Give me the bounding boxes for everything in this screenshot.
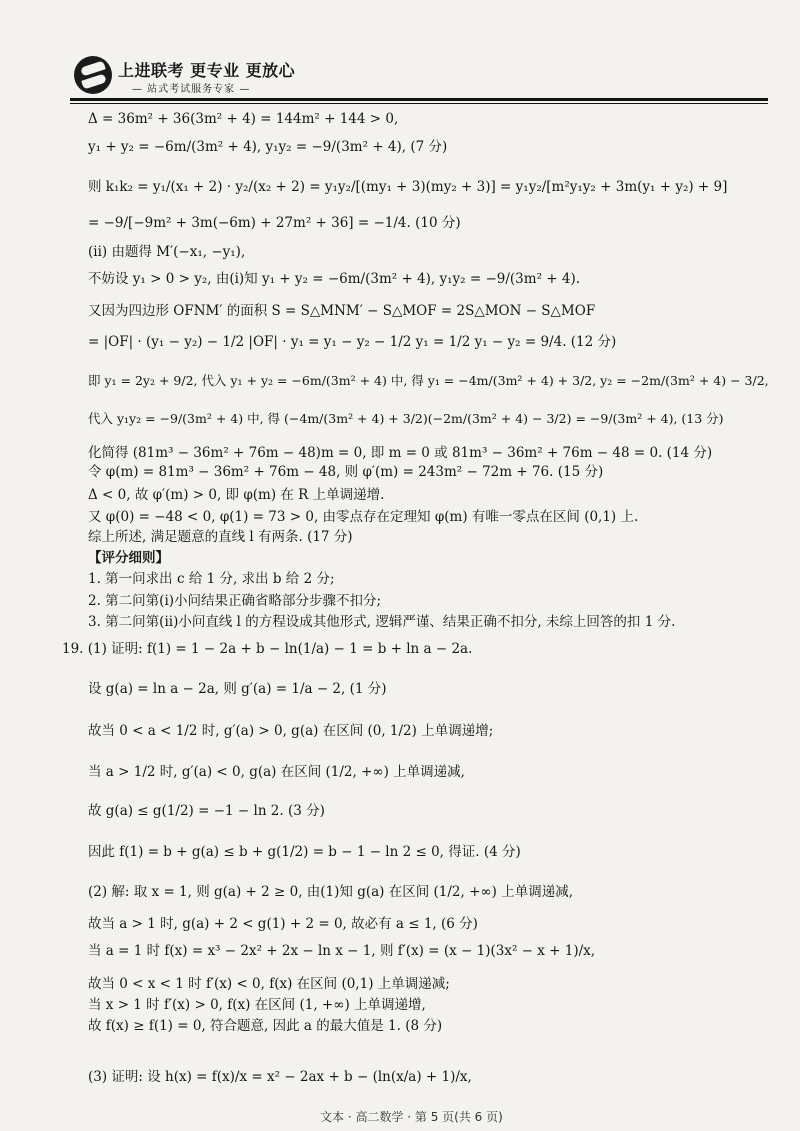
brand-title: 上进联考 更专业 更放心 — [118, 61, 296, 80]
solution-line-8: = |OF| · (y₁ − y₂) − 1/2 |OF| · y₁ = y₁ − y₂ − 1/2 y₁ = 1/2 y₁ − y₂ = 9/4. (12 分) — [88, 334, 617, 350]
solution-line-9: 即 y₁ = 2y₂ + 9/2, 代入 y₁ + y₂ = −6m/(3m² + 4) 中, 得 y₁ = −4m/(3m² + 4) + 3/2, y₂ = −2m/(3m² + 4) − 3/2, — [88, 373, 769, 388]
page-footer: 文本 · 高二数学 · 第 5 页(共 6 页) — [320, 1110, 503, 1124]
solution-line-7: 又因为四边形 OFNM′ 的面积 S = S△MNM′ − S△MOF = 2S△MON − S△MOF — [88, 303, 596, 319]
solution-line-11: 化简得 (81m³ − 36m² + 76m − 48)m = 0, 即 m = 0 或 81m³ − 36m² + 76m − 48 = 0. (14 分) — [88, 445, 713, 461]
solution-line-3: 则 k₁k₂ = y₁/(x₁ + 2) · y₂/(x₂ + 2) = y₁y₂/[(my₁ + 3)(my₂ + 3)] = y₁y₂/[m²y₁y₂ + 3m(y₁ + y₂) + 9] — [88, 179, 728, 195]
solution-line-31: 故 f(x) ≥ f(1) = 0, 符合题意, 因此 a 的最大值是 1. (8 分) — [88, 1018, 443, 1034]
brand-tagline: — 站式考试服务专家 — — [132, 84, 251, 95]
solution-line-27: 故当 a > 1 时, g(a) + 2 < g(1) + 2 = 0, 故必有 a ≤ 1, (6 分) — [88, 916, 478, 932]
solution-line-14: 又 φ(0) = −48 < 0, φ(1) = 73 > 0, 由零点存在定理知 φ(m) 有唯一零点在区间 (0,1) 上. — [88, 509, 639, 525]
problem-19-part-3: (3) 证明: 设 h(x) = f(x)/x = x² − 2ax + b − (ln(x/a) + 1)/x, — [88, 1069, 472, 1085]
header-rule-thick — [70, 98, 768, 101]
solution-line-25: 因此 f(1) = b + g(a) ≤ b + g(1/2) = b − 1 − ln 2 ≤ 0, 得证. (4 分) — [88, 844, 521, 860]
solution-line-24: 故 g(a) ≤ g(1/2) = −1 − ln 2. (3 分) — [88, 803, 325, 819]
header-rule-thin — [70, 103, 768, 104]
rubric-item-1: 1. 第一问求出 c 给 1 分, 求出 b 给 2 分; — [88, 571, 335, 587]
solution-line-23: 当 a > 1/2 时, g′(a) < 0, g(a) 在区间 (1/2, +∞) 上单调递减, — [88, 764, 465, 780]
scoring-rubric-heading: 【评分细则】 — [88, 550, 169, 566]
solution-line-21: 设 g(a) = ln a − 2a, 则 g′(a) = 1/a − 2, (1 分) — [88, 681, 387, 697]
page-header — [70, 52, 770, 102]
problem-19-part-1: 19. (1) 证明: f(1) = 1 − 2a + b − ln(1/a) − 1 = b + ln a − 2a. — [62, 641, 473, 657]
solution-line-6: 不妨设 y₁ > 0 > y₂, 由(i)知 y₁ + y₂ = −6m/(3m² + 4), y₁y₂ = −9/(3m² + 4). — [88, 271, 581, 287]
solution-line-22: 故当 0 < a < 1/2 时, g′(a) > 0, g(a) 在区间 (0, 1/2) 上单调递增; — [88, 723, 494, 739]
solution-line-13: Δ < 0, 故 φ′(m) > 0, 即 φ(m) 在 R 上单调递增. — [88, 487, 385, 503]
rubric-item-2: 2. 第二问第(i)小问结果正确省略部分步骤不扣分; — [88, 593, 382, 609]
solution-line-4: = −9/[−9m² + 3m(−6m) + 27m² + 36] = −1/4. (10 分) — [88, 215, 461, 231]
solution-line-10: 代入 y₁y₂ = −9/(3m² + 4) 中, 得 (−4m/(3m² + 4) + 3/2)(−2m/(3m² + 4) − 3/2) = −9/(3m² + 4), (13 分) — [88, 411, 724, 426]
solution-line-28: 当 a = 1 时 f(x) = x³ − 2x² + 2x − ln x − 1, 则 f′(x) = (x − 1)(3x² − x + 1)/x, — [88, 943, 596, 959]
brand-logo-icon — [74, 56, 112, 94]
solution-line-12: 令 φ(m) = 81m³ − 36m² + 76m − 48, 则 φ′(m) = 243m² − 72m + 76. (15 分) — [88, 464, 604, 480]
solution-line-15: 综上所述, 满足题意的直线 l 有两条. (17 分) — [88, 529, 353, 545]
rubric-item-3: 3. 第二问第(ii)小问直线 l 的方程设成其他形式, 逻辑严谨、结果正确不扣分, 未综上回答的扣 1 分. — [88, 614, 676, 630]
solution-line-2: y₁ + y₂ = −6m/(3m² + 4), y₁y₂ = −9/(3m² + 4), (7 分) — [88, 139, 448, 155]
solution-line-29: 故当 0 < x < 1 时 f′(x) < 0, f(x) 在区间 (0,1) 上单调递减; — [88, 976, 450, 992]
solution-line-30: 当 x > 1 时 f′(x) > 0, f(x) 在区间 (1, +∞) 上单调递增, — [88, 997, 426, 1013]
solution-line-5: (ii) 由题得 M′(−x₁, −y₁), — [88, 244, 246, 260]
solution-line-1: Δ = 36m² + 36(3m² + 4) = 144m² + 144 > 0, — [88, 111, 399, 127]
problem-19-part-2: (2) 解: 取 x = 1, 则 g(a) + 2 ≥ 0, 由(1)知 g(a) 在区间 (1/2, +∞) 上单调递减, — [88, 884, 573, 900]
